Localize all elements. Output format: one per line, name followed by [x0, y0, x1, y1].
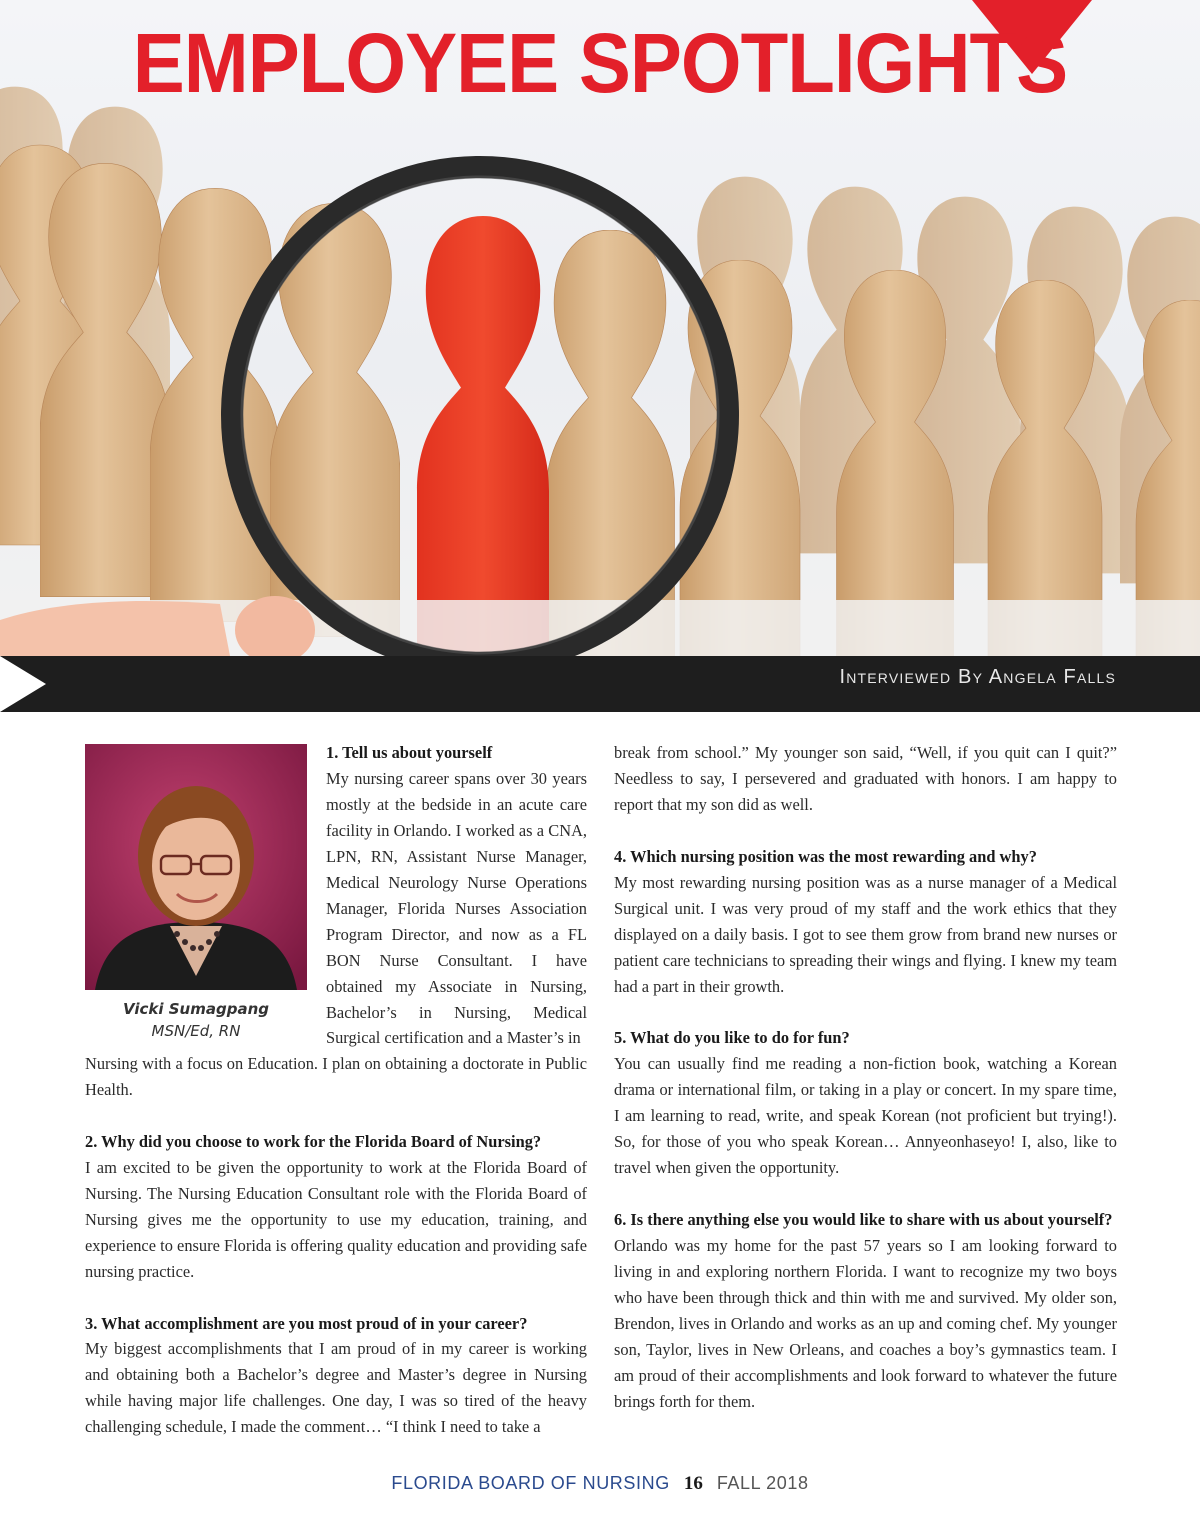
answer-paragraph: break from school.” My younger son said, “Well, if you quit can I quit?” Needless to say, I persevered and graduated with honors. I am happy to report that my son did as well. [614, 743, 1117, 814]
hero-image [0, 0, 1200, 656]
answer-paragraph: My most rewarding nursing position was as a nurse manager of a Medical Surgical unit. I was very proud of my staff and the work ethics that they displayed on a daily basis. I got to see them grow from brand new nurses or patient care technicians to spreading their wings and flying. I knew my team had a part in their growth. [614, 872, 1117, 996]
answer-paragraph: My biggest accomplishments that I am proud of in my career is working and obtaining both a Bachelor’s degree and Master’s degree in Nursing while having major life challenges. One day, I was so tired of the heavy challenging schedule, I made the comment… “I think I need to take a [85, 1339, 587, 1437]
question-heading: 6. Is there anything else you would like to share with us about yourself? [614, 1210, 1113, 1230]
byline: Interviewed By Angela Falls [839, 666, 1116, 688]
page-number: 16 [683, 1473, 703, 1494]
byline-arrow-decoration [0, 656, 46, 712]
footer-issue: FALL 2018 [716, 1473, 809, 1493]
article-column-top-left [326, 740, 587, 1051]
answer-paragraph: My nursing career spans over 30 years mostly at the bedside in an acute care facility in Orlando. I worked as a CNA, LPN, RN, Assistant Nurse Manager, Medical Neurology Nurse Operations Manager, Florida Nurses Association Program Director, and now as a FL BON Nurse Consultant. I have obtained my Associate in Nursing, Bachelor’s in Nursing, Medical Surgical certification and a Master’s in [326, 768, 587, 1048]
page-footer [0, 1473, 1200, 1495]
question-heading: 4. Which nursing position was the most rewarding and why? [614, 846, 1037, 866]
question-heading: 1. Tell us about yourself [326, 743, 493, 762]
answer-paragraph: You can usually find me reading a non-fiction book, watching a Korean drama or international film, or taking in a play or concert. In my spare time, I am learning to read, write, and speak Korean (not proficient but trying!). So, for those of you who speak Korean… Annyeonhaseyo! I, also, like to travel when given the opportunity. [614, 1054, 1117, 1178]
article-column-bottom-left [85, 1051, 587, 1440]
answer-paragraph: Nursing with a focus on Education. I plan on obtaining a doctorate in Public Health. [85, 1054, 587, 1099]
answer-paragraph: Orlando was my home for the past 57 years so I am looking forward to living in and exploring northern Florida. I want to recognize my two boys who have been through thick and thin with me and survived. My older son, Brendon, lives in Orlando and works as an up and coming chef. My younger son, Taylor, lives in New Orleans, and coaches a boy’s gymnastics team. I am proud of their accomplishments and look forward to whatever the future brings forth for them. [614, 1236, 1117, 1411]
answer-paragraph: I am excited to be given the opportunity to work at the Florida Board of Nursing. The Nursing Education Consultant role with the Florida Board of Nursing gives me the opportunity to use my education, training, and experience to ensure Florida is offering quality education and providing safe nursing practice. [85, 1157, 587, 1281]
page-title: EMPLOYEE SPOTLIGHTS [132, 15, 1068, 111]
article-column-right [614, 740, 1117, 1415]
portrait-photo [85, 744, 307, 990]
question-heading: 5. What do you like to do for fun? [614, 1028, 850, 1048]
profile-name: Vicki Sumagpang [123, 1000, 269, 1018]
question-heading: 2. Why did you choose to work for the Florida Board of Nursing? [85, 1131, 542, 1151]
profile-credentials: MSN/Ed, RN [151, 1022, 241, 1040]
question-heading: 3. What accomplishment are you most proud of in your career? [85, 1313, 528, 1333]
footer-organization: FLORIDA BOARD OF NURSING [391, 1473, 670, 1493]
